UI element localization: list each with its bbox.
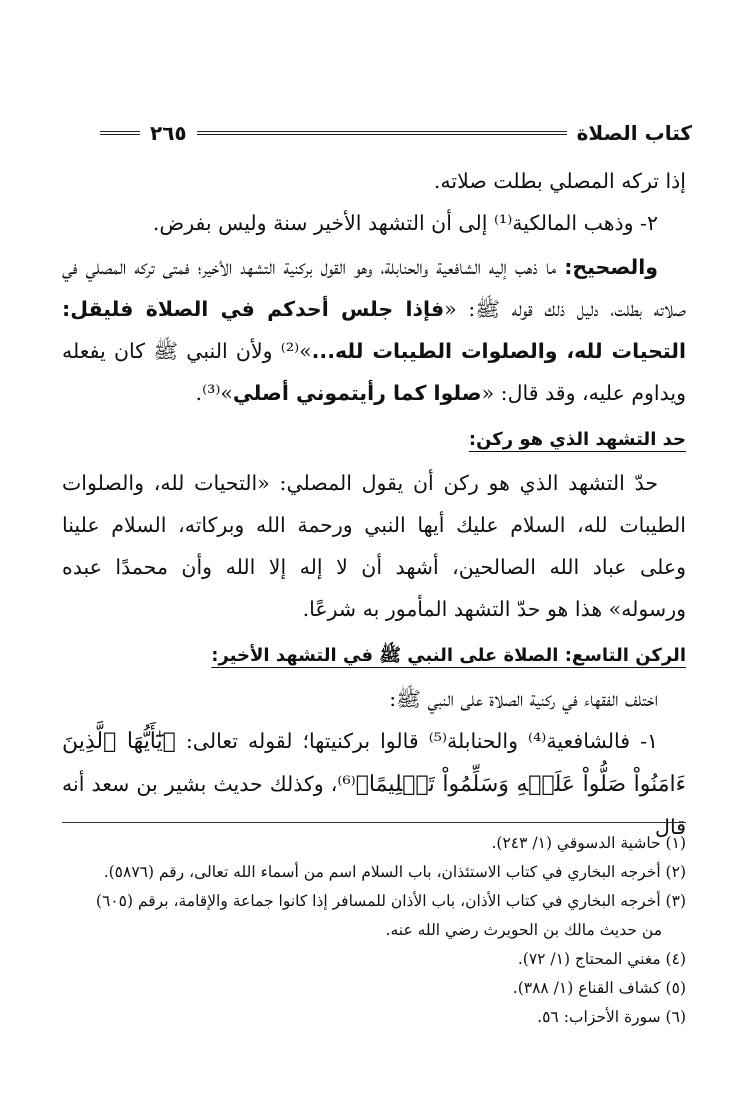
header-rule-end xyxy=(100,131,140,135)
header-rule xyxy=(197,131,567,135)
footnote-5: (٥) كشاف القناع (١/ ٣٨٨). xyxy=(512,979,686,997)
paragraph-3 xyxy=(62,246,686,414)
paragraph-6-text: ١- فالشافعية⁽⁴⁾ والحنابلة⁽⁵⁾ قالوا بركنيتها؛ لقوله تعالى: xyxy=(175,729,659,753)
running-header xyxy=(100,118,692,148)
paragraph-2: ٢- وذهب المالكية⁽¹⁾ إلى أن التشهد الأخير سنة وليس بفرض. xyxy=(152,211,658,235)
footnote-4: (٤) مغني المحتاج (١/ ٧٢). xyxy=(517,950,686,968)
paragraph-3-text-2: »⁽²⁾ ولأن النبي ﷺ كان يفعله ويداوم عليه، وقد قال: « xyxy=(62,339,686,405)
footnote-1: (١) حاشية الدسوقي (١/ ٢٤٣). xyxy=(491,834,686,852)
paragraph-1: إذا تركه المصلي بطلت صلاته. xyxy=(433,169,686,193)
quran-verse: ﴿يَٰٓأَيُّهَا ٱلَّذِينَ ءَامَنُواْ صَلُّواْ عَلَيۡهِ وَسَلِّمُواْ تَسۡلِيمًا﴾ xyxy=(62,729,686,797)
footnote-6: (٦) سورة الأحزاب: ٥٦. xyxy=(537,1008,686,1026)
paragraph-6-text-2: ⁽⁶⁾، وكذلك حديث بشير بن سعد أنه قال xyxy=(62,772,686,839)
footnote-3: (٣) أخرجه البخاري في كتاب الأذان، باب الأذان للمسافر إذا كانوا جماعة والإقامة، برقم (٦٠٥) xyxy=(95,892,686,910)
hadith-quote-1: فإذا جلس أحدكم في الصلاة فليقل: التحيات لله، والصلوات الطيبات لله... xyxy=(62,297,686,363)
page-number: ٢٦٥ xyxy=(150,121,187,145)
main-text xyxy=(62,160,686,848)
paragraph-3-lead: والصحيح: xyxy=(564,255,658,279)
hadith-quote-2: صلوا كما رأيتموني أصلي xyxy=(232,381,482,405)
paragraph-3-text-3: »⁽³⁾. xyxy=(195,381,233,405)
paragraph-4: حدّ التشهد الذي هو ركن أن يقول المصلي: «التحيات لله، والصلوات الطيبات لله، السلام عليك أيها النبي ورحمة الله وبركاته، السلام علينا وعلى عباد الله الصالحين، أشهد أن لا إله إلا الله وأن محمدًا عبده ورسوله» هذا هو حدّ التشهد المأمور به شرعًا. xyxy=(62,471,686,621)
footnote-3-continued: من حديث مالك بن الحويرث رضي الله عنه. xyxy=(385,921,662,939)
footnote-2: (٢) أخرجه البخاري في كتاب الاستئذان، باب السلام اسم من أسماء الله تعالى، رقم (٥٨٧٦). xyxy=(103,863,686,881)
chapter-title: كتاب الصلاة xyxy=(576,121,692,145)
paragraph-3-text: ما ذهب إليه الشافعية والحنابلة، وهو القول بركنية التشهد الأخير؛ فمتى تركه المصلي في صلاته بطلت، دليل ذلك قوله ﷺ: « xyxy=(62,255,686,321)
section-heading-tashahhud: حد التشهد الذي هو ركن: xyxy=(468,429,686,450)
section-heading-ninth-pillar: الركن التاسع: الصلاة على النبي ﷺ في التشهد الأخير: xyxy=(211,645,686,666)
footnotes xyxy=(62,822,686,1032)
paragraph-5: اختلف الفقهاء في ركنية الصلاة على النبي ﷺ: xyxy=(389,687,658,711)
